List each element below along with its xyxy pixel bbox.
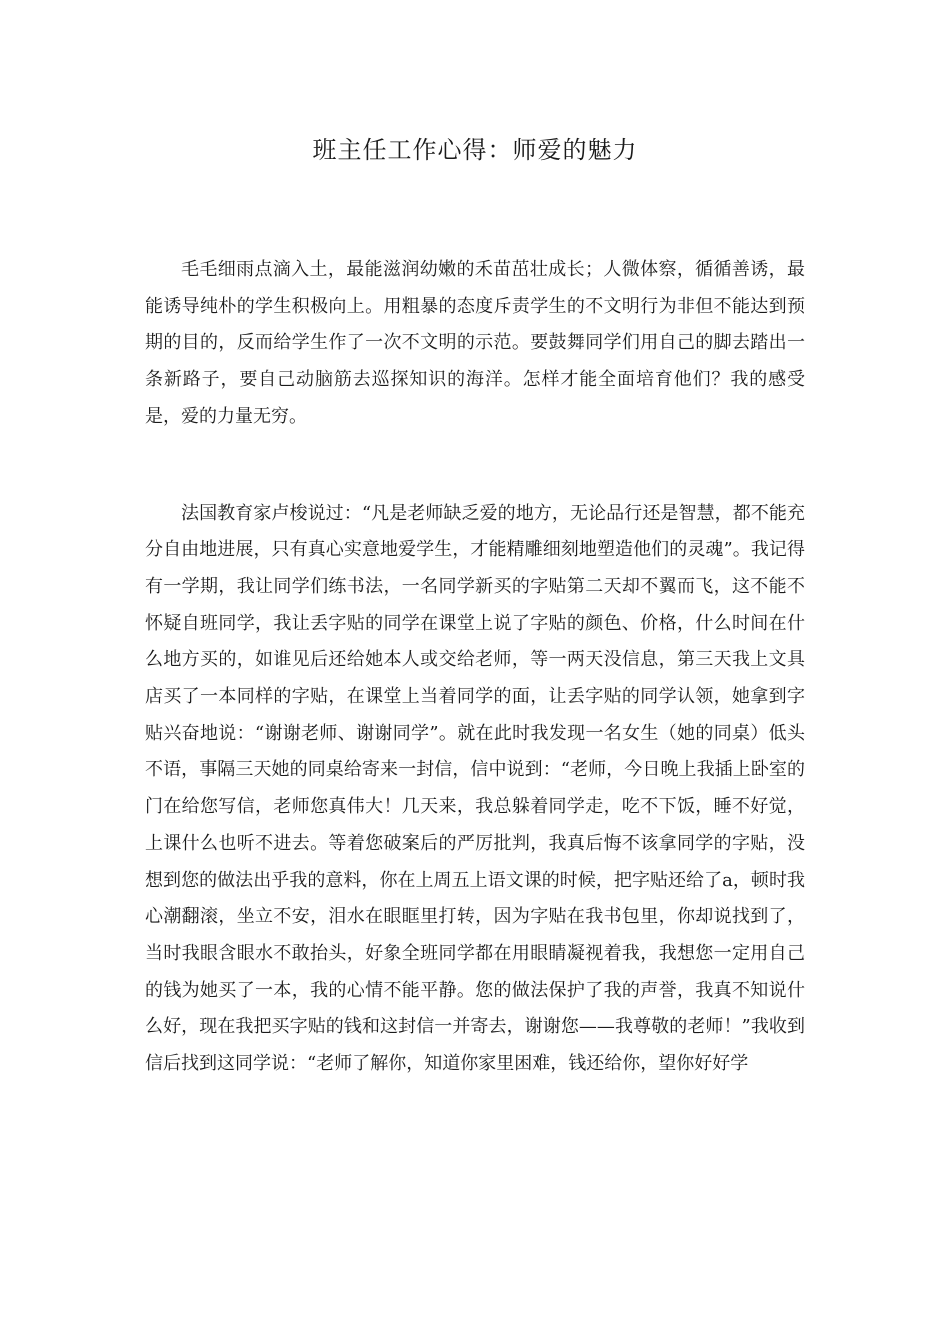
document-body xyxy=(145,252,805,1143)
document-title: 班主任工作心得：师爱的魅力 xyxy=(312,136,638,164)
paragraph-2: 法国教育家卢梭说过：“凡是老师缺乏爱的地方，无论品行还是智慧，都不能充分自由地进展，只有真心实意地爱学生，才能精雕细刻地塑造他们的灵魂”。我记得有一学期，我让同学们练书法，一名同学新买的字贴第二天却不翼而飞，这不能不怀疑自班同学，我让丢字贴的同学在课堂上说了字贴的颜色、价格，什么时间在什么地方买的，如谁见后还给她本人或交给老师，等一两天没信息，第三天我上文具店买了一本同样的字贴，在课堂上当着同学的面，让丢字贴的同学认领，她拿到字贴兴奋地说：“谢谢老师、谢谢同学”。就在此时我发现一名女生（她的同桌）低头不语，事隔三天她的同桌给寄来一封信，信中说到：“老师，今日晚上我插上卧室的门在给您写信，老师您真伟大！几天来，我总躲着同学走，吃不下饭，睡不好觉，上课什么也听不进去。等着您破案后的严厉批判，我真后悔不该拿同学的字贴，没想到您的做法出乎我的意料，你在上周五上语文课的时候，把字贴还给了a，顿时我心潮翻滚，坐立不安，泪水在眼眶里打转，因为字贴在我书包里，你却说找到了，当时我眼含眼水不敢抬头，好象全班同学都在用眼睛凝视着我，我想您一定用自己的钱为她买了一本，我的心情不能平静。您的做法保护了我的声誉，我真不知说什么好，现在我把买字贴的钱和这封信一并寄去，谢谢您——我尊敬的老师！”我收到信后找到这同学说：“老师了解你，知道你家里困难，钱还给你，望你好好学 xyxy=(145,502,805,1075)
paragraph-1: 毛毛细雨点滴入土，最能滋润幼嫩的禾苗茁壮成长；人微体察，循循善诱，最能诱导纯朴的学生积极向上。用粗暴的态度斥责学生的不文明行为非但不能达到预期的目的，反而给学生作了一次不文明的示范。要鼓舞同学们用自己的脚去踏出一条新路子，要自己动脑筋去巡探知识的海洋。怎样才能全面培育他们？我的感受是，爱的力量无穷。 xyxy=(145,259,805,427)
